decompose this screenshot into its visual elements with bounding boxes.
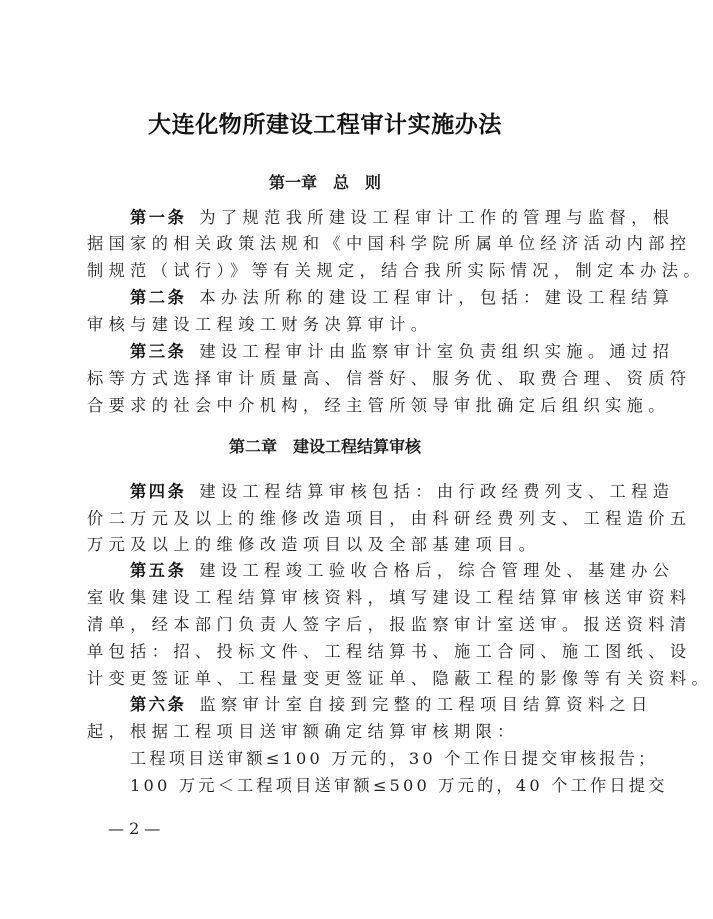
article-text-line: 审核与建设工程竣工财务决算审计。 xyxy=(87,315,433,334)
article-1 xyxy=(130,207,675,229)
article-text: 建设工程竣工验收合格后，综合管理处、基建办公 xyxy=(199,561,675,580)
article-6 xyxy=(130,694,653,716)
page-number: — 2 — xyxy=(108,819,161,838)
article-label: 第六条 xyxy=(130,695,187,714)
article-text: 建设工程结算审核包括：由行政经费列支、工程造 xyxy=(199,482,675,501)
document-title: 大连化物所建设工程审计实施办法 xyxy=(148,111,502,138)
article-text-line: 价二万元及以上的维修改造项目，由科研经费列支、工程造价五 xyxy=(87,509,692,528)
article-text-line: 计变更签证单、工程量变更签证单、隐蔽工程的影像等有关资料。 xyxy=(87,669,713,688)
article-text: 本办法所称的建设工程审计，包括：建设工程结算 xyxy=(199,288,675,307)
article-text-line: 合要求的社会中介机构，经主管所领导审批确定后组织实施。 xyxy=(87,396,670,415)
article-text-line: 标等方式选择审计质量高、信誉好、服务优、取费合理、资质符 xyxy=(87,369,692,388)
article-5 xyxy=(130,560,675,582)
article-text-line: 万元及以上的维修改造项目以及全部基建项目。 xyxy=(87,535,541,554)
article-label: 第四条 xyxy=(130,482,187,501)
article-2 xyxy=(130,287,675,309)
article-text: 监察审计室自接到完整的工程项目结算资料之日 xyxy=(199,695,653,714)
article-text-line: 起，根据工程项目送审额确定结算审核期限： xyxy=(87,722,519,741)
article-text-line: 室收集建设工程结算审核资料，填写建设工程结算审核送审资料 xyxy=(87,588,692,607)
article-label: 第三条 xyxy=(130,342,187,361)
article-text-line: 清单，经本部门负责人签字后，报监察审计室送审。报送资料清 xyxy=(87,615,692,634)
chapter-heading-2: 第二章 建设工程结算审核 xyxy=(228,437,421,456)
article-label: 第二条 xyxy=(130,288,187,307)
article-3 xyxy=(130,341,675,363)
chapter-heading-1: 第一章 总 则 xyxy=(268,173,381,192)
list-item: 100 万元＜工程项目送审额≤500 万元的，40 个工作日提交 xyxy=(130,776,668,795)
article-text-line: 据国家的相关政策法规和《中国科学院所属单位经济活动内部控 xyxy=(87,234,692,253)
article-text-line: 单包括：招、投标文件、工程结算书、施工合同、施工图纸、设 xyxy=(87,642,692,661)
article-text-line: 制规范（试行）》等有关规定，结合我所实际情况，制定本办法。 xyxy=(87,261,705,280)
article-label: 第五条 xyxy=(130,561,187,580)
article-label: 第一条 xyxy=(130,208,187,227)
article-text: 建设工程审计由监察审计室负责组织实施。通过招 xyxy=(199,342,675,361)
list-item: 工程项目送审额≤100 万元的，30 个工作日提交审核报告； xyxy=(130,749,658,768)
article-4 xyxy=(130,481,675,503)
article-text: 为了规范我所建设工程审计工作的管理与监督，根 xyxy=(199,208,675,227)
